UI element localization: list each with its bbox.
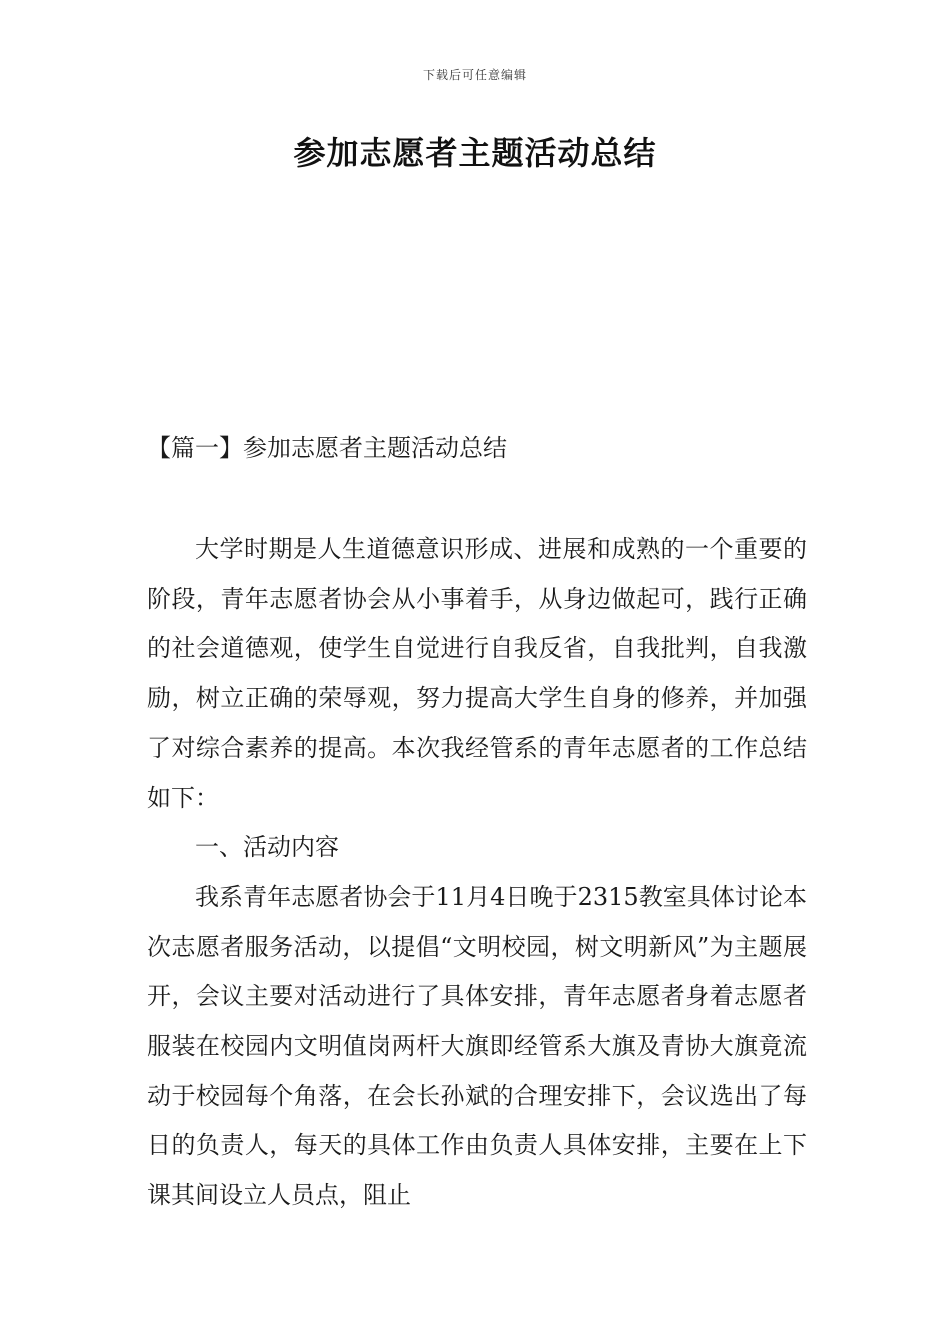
body-subheading-activity-content: 一、活动内容 (195, 833, 339, 862)
document-body (147, 525, 807, 1221)
body-paragraph-intro: 大学时期是人生道德意识形成、进展和成熟的一个重要的阶段，青年志愿者协会从小事着手，从身边做起可，践行正确的社会道德观，使学生自觉进行自我反省，自我批判，自我激励，树立正确的荣辱观，努力提高大学生自身的修养，并加强了对综合素养的提高。本次我经管系的青年志愿者的工作总结如下： (147, 535, 807, 812)
section-heading: 【篇一】参加志愿者主题活动总结 (147, 434, 507, 462)
page-header-note: 下载后可任意编辑 (422, 68, 527, 82)
document-title: 参加志愿者主题活动总结 (293, 134, 657, 172)
body-paragraph-activity-details: 我系青年志愿者协会于11月4日晚于2315教室具体讨论本次志愿者服务活动，以提倡“文明校园，树文明新风”为主题展开，会议主要对活动进行了具体安排，青年志愿者身着志愿者服装在校园内文明值岗两杆大旗即经管系大旗及青协大旗竟流动于校园每个角落，在会长孙斌的合理安排下，会议选出了每日的负责人，每天的具体工作由负责人具体安排，主要在上下课其间设立人员点，阻止 (147, 882, 807, 1210)
